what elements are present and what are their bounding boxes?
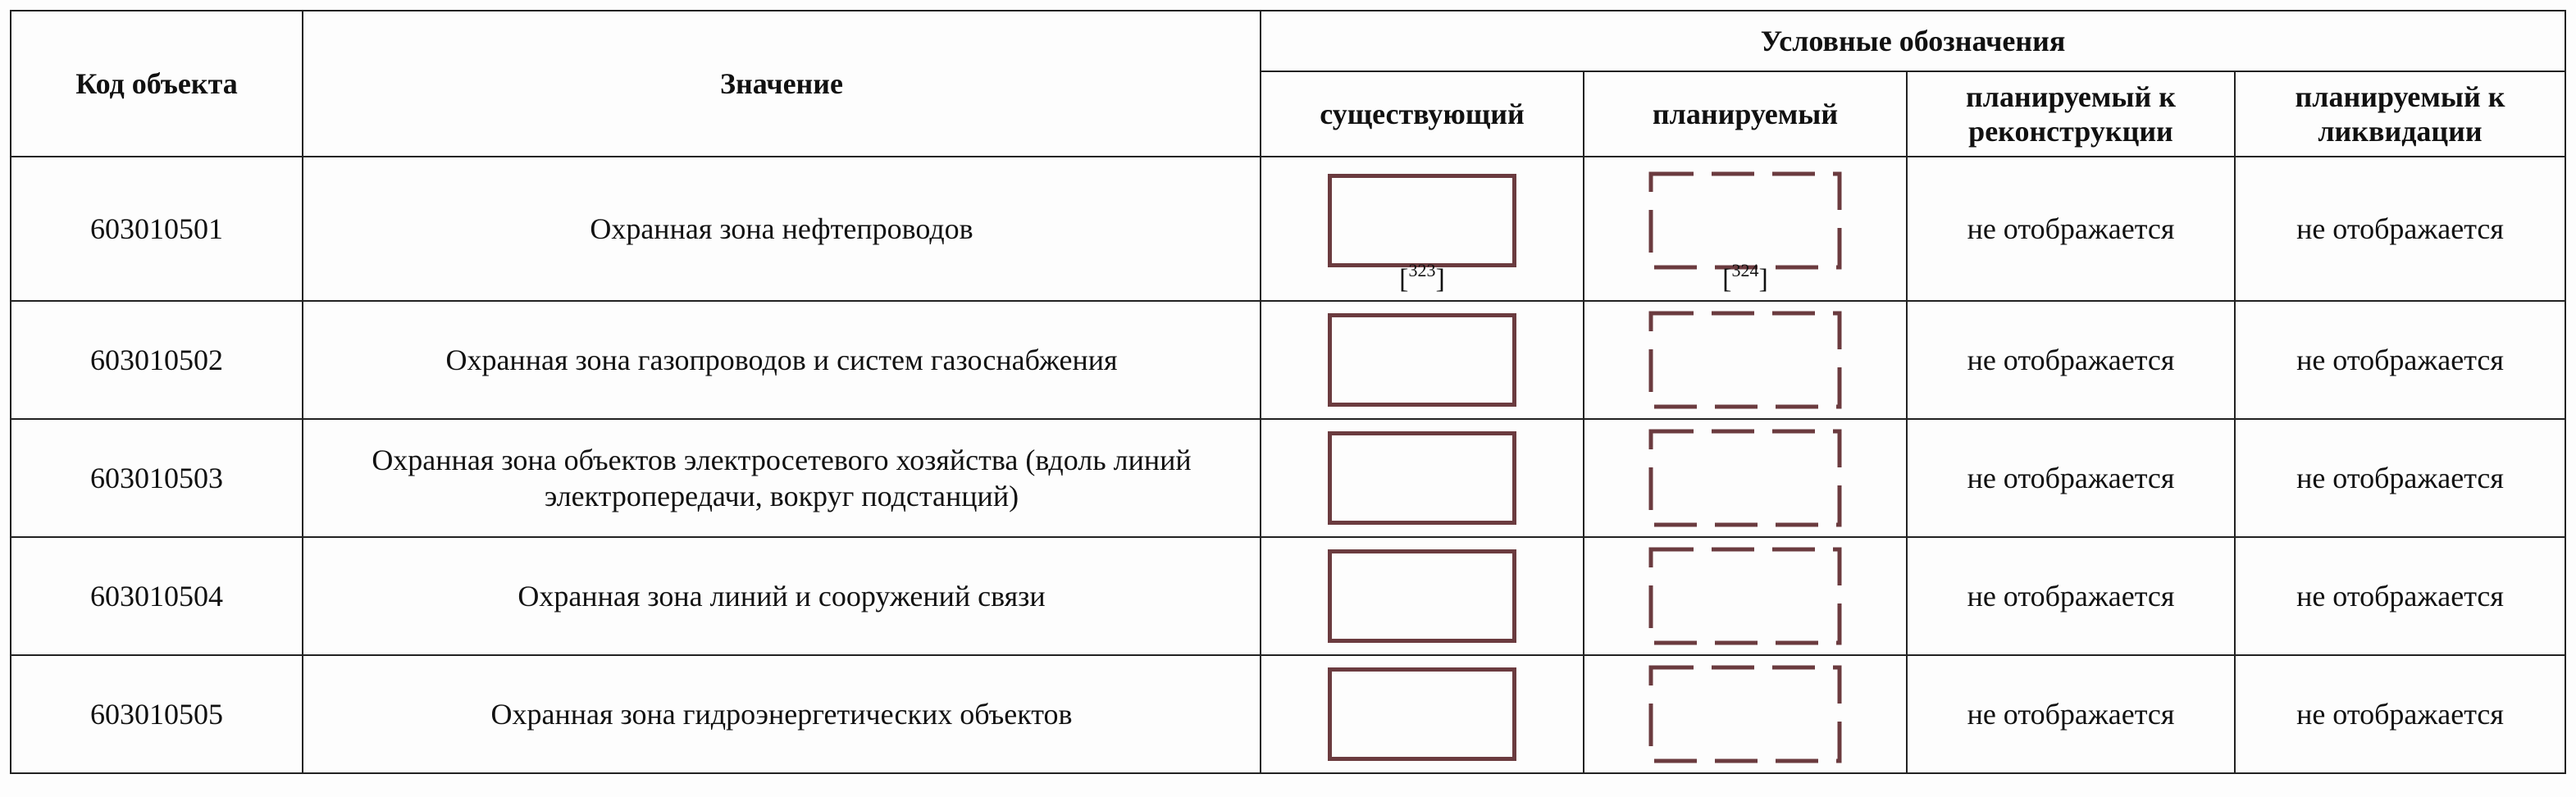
reconstruction-value: не отображается <box>1907 157 2235 301</box>
symbol-existing-cell <box>1261 537 1584 655</box>
liquidation-value: не отображается <box>2235 157 2565 301</box>
object-meaning: Охранная зона гидроэнергетических объектов <box>303 655 1261 773</box>
header-legend-group: Условные обозначения <box>1261 11 2565 71</box>
object-meaning: Охранная зона линий и сооружений связи <box>303 537 1261 655</box>
symbol-planned-cell <box>1584 301 1907 419</box>
symbol-planned-cell <box>1584 157 1907 301</box>
footnote-planned-number: 324 <box>1731 260 1759 280</box>
liquidation-value: не отображается <box>2235 537 2565 655</box>
symbol-planned-cell <box>1584 419 1907 537</box>
header-meaning: Значение <box>303 11 1261 157</box>
dashed-border-symbol <box>1648 311 1842 409</box>
object-code: 603010501 <box>11 157 303 301</box>
reconstruction-value: не отображается <box>1907 419 2235 537</box>
liquidation-value: не отображается <box>2235 655 2565 773</box>
symbol-existing-cell <box>1261 655 1584 773</box>
dashed-border-symbol <box>1648 547 1842 645</box>
header-existing: существующий <box>1261 71 1584 157</box>
reconstruction-value: не отображается <box>1907 301 2235 419</box>
header-liquidation: планируемый к ликвидации <box>2235 71 2565 157</box>
object-code: 603010503 <box>11 419 303 537</box>
object-meaning: Охранная зона объектов электросетевого хозяйства (вдоль линий электропередачи, вокруг подстанций) <box>303 419 1261 537</box>
legend-table <box>10 10 2566 774</box>
object-meaning: Охранная зона газопроводов и систем газоснабжения <box>303 301 1261 419</box>
footnote-existing-number: 323 <box>1408 260 1436 280</box>
header-reconstruction: планируемый к реконструкции <box>1907 71 2235 157</box>
solid-border-symbol <box>1328 549 1516 643</box>
symbol-planned-cell <box>1584 537 1907 655</box>
liquidation-value: не отображается <box>2235 419 2565 537</box>
table-row <box>11 655 2565 773</box>
symbol-existing-cell <box>1261 157 1584 301</box>
table-row <box>11 157 2565 301</box>
table-row <box>11 537 2565 655</box>
solid-border-symbol <box>1328 431 1516 525</box>
solid-border-symbol <box>1328 313 1516 407</box>
table-row <box>11 301 2565 419</box>
header-row-1 <box>11 11 2565 71</box>
solid-border-symbol <box>1328 667 1516 761</box>
reconstruction-value: не отображается <box>1907 655 2235 773</box>
symbol-existing-cell <box>1261 419 1584 537</box>
solid-border-symbol <box>1328 174 1516 267</box>
dashed-border-symbol <box>1648 665 1842 763</box>
dashed-border-symbol <box>1648 429 1842 527</box>
object-code: 603010505 <box>11 655 303 773</box>
symbol-existing-cell <box>1261 301 1584 419</box>
table-row <box>11 419 2565 537</box>
footnote-existing: [$^{323}$] <box>1399 260 1445 294</box>
header-planned: планируемый <box>1584 71 1907 157</box>
liquidation-value: не отображается <box>2235 301 2565 419</box>
footnote-planned: [$^{324}$] <box>1722 260 1768 294</box>
object-code: 603010504 <box>11 537 303 655</box>
dashed-border-symbol <box>1648 171 1842 270</box>
symbol-planned-cell <box>1584 655 1907 773</box>
object-meaning: Охранная зона нефтепроводов <box>303 157 1261 301</box>
header-code: Код объекта <box>11 11 303 157</box>
object-code: 603010502 <box>11 301 303 419</box>
reconstruction-value: не отображается <box>1907 537 2235 655</box>
